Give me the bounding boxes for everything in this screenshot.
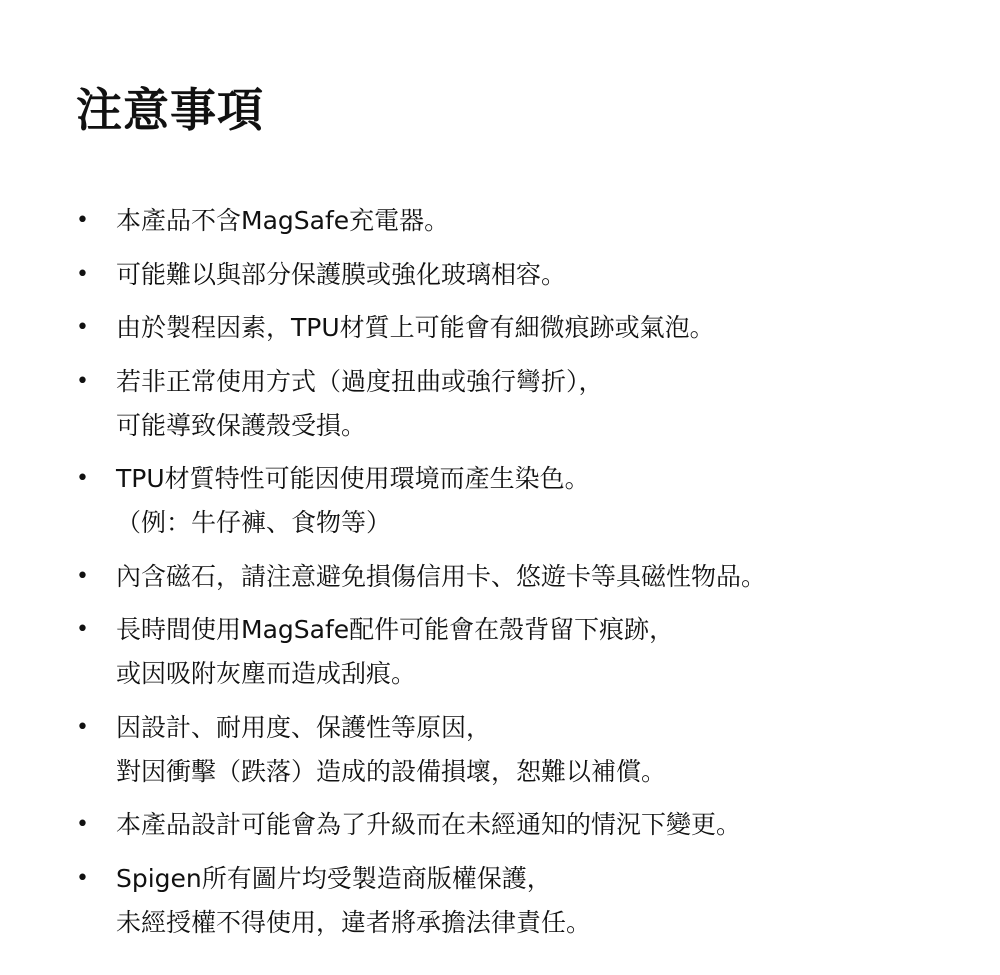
notice-item-8 [0,706,1000,794]
notice-text-line-1: 因設計、耐用度、保護性等原因， [116,712,492,742]
bullet-icon: • [76,208,89,233]
notice-text: 內含磁石，請注意避免損傷信用卡、悠遊卡等具磁性物品。 [116,561,767,591]
notice-text: 可能難以與部分保護膜或強化玻璃相容。 [116,259,567,289]
page-title: 注意事項 [76,83,264,137]
notice-item-7 [0,608,1000,696]
notice-item-10 [0,857,1000,945]
notice-text: 本產品不含MagSafe充電器。 [116,206,450,235]
bullet-icon: • [76,812,89,837]
bullet-icon: • [76,714,89,740]
bullet-icon: • [76,563,89,589]
notice-item-1 [0,199,1000,243]
notice-text: 由於製程因素，TPU材質上可能會有細微痕跡或氣泡。 [116,313,715,342]
bullet-icon: • [76,617,89,642]
notice-text-line-2: 或因吸附灰塵而造成刮痕。 [116,659,417,688]
bullet-icon: • [76,315,89,340]
notice-item-4 [0,360,1000,448]
notice-item-2 [0,253,1000,297]
notice-text-line-1: TPU材質特性可能因使用環境而產生染色。 [116,464,590,493]
bullet-icon: • [76,466,89,491]
notice-text-line-1: Spigen所有圖片均受製造商版權保護， [116,863,552,893]
notice-text-line-1: 若非正常使用方式（過度扭曲或強行彎折）， [116,366,604,396]
notice-item-5 [0,457,1000,545]
bullet-icon: • [76,261,89,287]
notice-text-line-2: 可能導致保護殼受損。 [116,410,367,440]
bullet-icon: • [76,865,89,891]
notice-text-line-2: 未經授權不得使用，違者將承擔法律責任。 [116,907,592,937]
notice-text: 本產品設計可能會為了升級而在未經通知的情況下變更。 [116,810,742,839]
notice-text-line-2: 對因衝擊（跌落）造成的設備損壞，恕難以補償。 [116,756,667,786]
notice-text-line-2: （例：牛仔褲、食物等） [116,508,392,537]
notice-list [0,199,1000,954]
bullet-icon: • [76,368,89,394]
notice-item-3 [0,306,1000,350]
notice-item-6 [0,555,1000,599]
notice-item-9 [0,803,1000,847]
notice-text-line-1: 長時間使用MagSafe配件可能會在殼背留下痕跡， [116,615,675,644]
